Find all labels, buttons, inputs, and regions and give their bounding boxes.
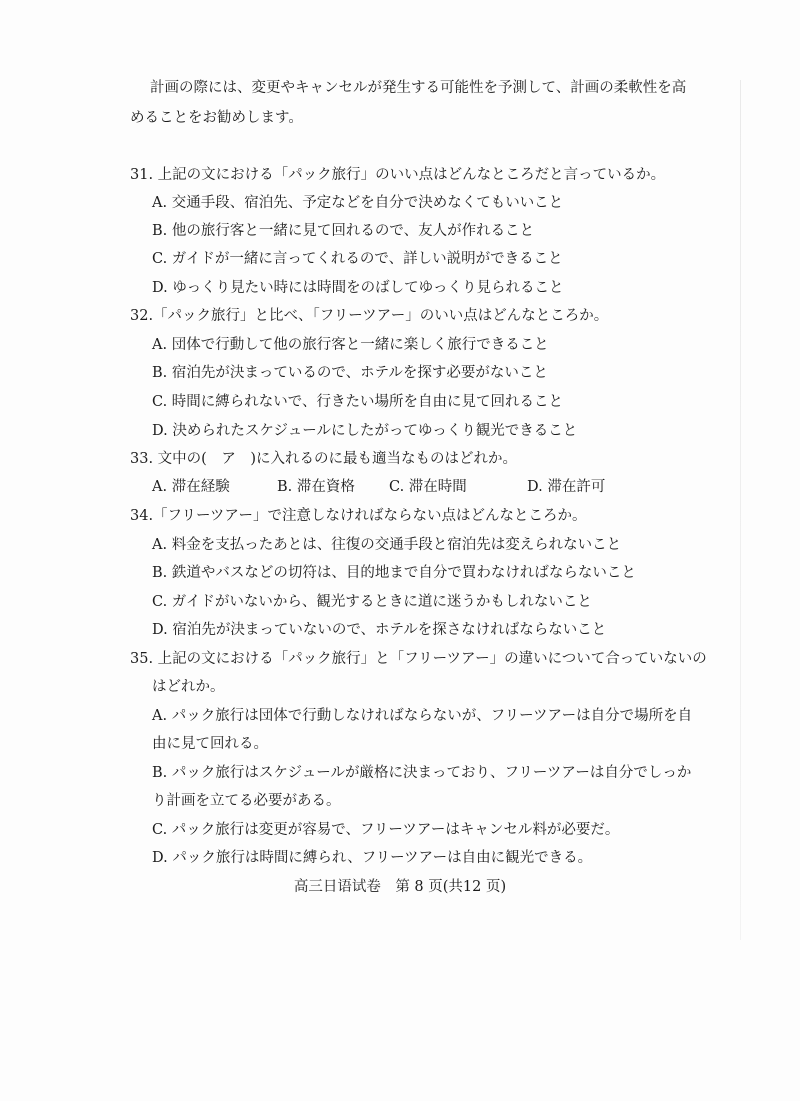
- question-31-stem: 31. 上記の文における「パック旅行」のいい点はどんなところだと言っているか。: [130, 167, 666, 183]
- question-35-option-b-line-1: B. パック旅行はスケジュールが厳格に決まっており、フリーツアーは自分でしっか: [152, 765, 692, 781]
- question-31-option-c: C. ガイドが一緒に言ってくれるので、詳しい説明ができること: [152, 251, 563, 267]
- question-35-stem-line-1: 35. 上記の文における「パック旅行」と「フリーツアー」の違いについて合っていないの: [130, 651, 707, 667]
- question-33-stem: 33. 文中の( ア )に入れるのに最も適当なものはどれか。: [130, 451, 517, 467]
- question-35-stem-line-2: はどれか。: [152, 679, 225, 695]
- question-34-option-c: C. ガイドがいないから、観光するときに道に迷うかもしれないこと: [152, 594, 592, 610]
- question-31-option-b: B. 他の旅行客と一緒に見て回れるので、友人が作れること: [152, 223, 535, 239]
- question-35-option-d: D. パック旅行は時間に縛られ、フリーツアーは自由に観光できる。: [152, 850, 593, 866]
- question-34-option-d: D. 宿泊先が決まっていないので、ホテルを探さなければならないこと: [152, 622, 607, 638]
- question-32-stem: 32.「パック旅行」と比べ、「フリーツアー」のいい点はどんなところか。: [130, 308, 609, 324]
- question-32-option-a: A. 団体で行動して他の旅行客と一緒に楽しく旅行できること: [152, 337, 549, 353]
- scan-edge: [740, 80, 741, 940]
- question-34-option-b: B. 鉄道やバスなどの切符は、目的地まで自分で買わなければならないこと: [152, 565, 636, 581]
- question-35-option-b-line-2: り計画を立てる必要がある。: [152, 793, 341, 809]
- question-33-option-d: D. 滞在許可: [527, 479, 606, 495]
- page-footer: 高三日语试卷 第 8 页(共12 页): [293, 879, 507, 895]
- question-32-option-b: B. 宿泊先が決まっているので、ホテルを探す必要がないこと: [152, 365, 548, 381]
- intro-line-1: 計画の際には、変更やキャンセルが発生する可能性を予測して、計画の柔軟性を高: [150, 80, 687, 96]
- question-35-option-a-line-1: A. パック旅行は団体で行動しなければならないが、フリーツアーは自分で場所を自: [152, 708, 693, 724]
- intro-line-2: めることをお勧めします。: [130, 110, 303, 126]
- question-32-option-c: C. 時間に縛られないで、行きたい場所を自由に見て回れること: [152, 394, 564, 410]
- question-35-option-c: C. パック旅行は変更が容易で、フリーツアーはキャンセル料が必要だ。: [152, 822, 620, 838]
- question-33-option-c: C. 滞在時間: [389, 479, 467, 495]
- question-31-option-d: D. ゆっくり見たい時には時間をのばしてゆっくり見られること: [152, 280, 564, 296]
- question-32-option-d: D. 決められたスケジュールにしたがってゆっくり観光できること: [152, 423, 578, 439]
- question-34-option-a: A. 料金を支払ったあとは、往復の交通手段と宿泊先は変えられないこと: [152, 537, 622, 553]
- question-31-option-a: A. 交通手段、宿泊先、予定などを自分で決めなくてもいいこと: [152, 195, 564, 211]
- question-33-option-b: B. 滞在資格: [277, 479, 355, 495]
- question-33-option-a: A. 滞在経験: [152, 479, 230, 495]
- question-34-stem: 34.「フリーツアー」で注意しなければならない点はどんなところか。: [130, 508, 587, 524]
- question-35-option-a-line-2: 由に見て回れる。: [152, 736, 268, 752]
